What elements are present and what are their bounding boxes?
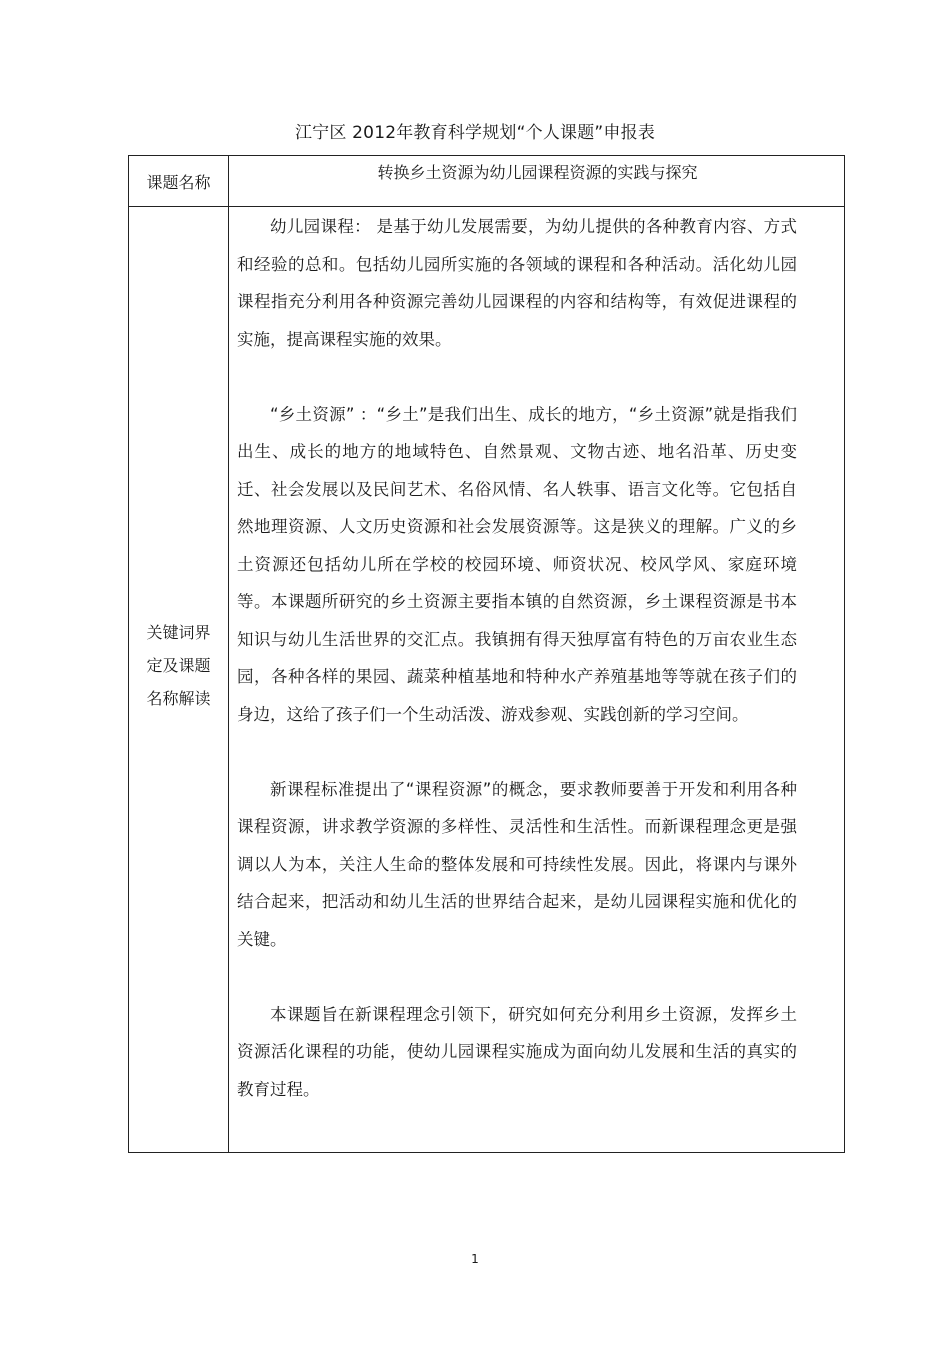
definition-label <box>129 616 228 715</box>
topic-label: 课题名称 <box>146 173 211 192</box>
paragraph-curriculum-standard: 新课程标准提出了“课程资源”的概念，要求教师要善于开发和利用各种课程资源，讲求教学资源的多样性、灵活性和生活性。而新课程理念更是强调以人为本，关注人生命的整体发展和可持续性发展。因此，将课内与课外结合起来，把活动和幼儿生活的世界结合起来，是幼儿园课程实施和优化的关键。 <box>237 779 797 949</box>
definition-content <box>237 208 797 1108</box>
definition-label-line: 名称解读 <box>146 689 211 708</box>
topic-value: 转换乡土资源为幼儿园课程资源的实践与探究 <box>377 163 698 182</box>
document-title: 江宁区 2012年教育科学规划“个人课题”申报表 <box>294 123 656 143</box>
paragraph-kindergarten-curriculum: 幼儿园课程： 是基于幼儿发展需要，为幼儿提供的各种教育内容、方式和经验的总和。包括幼儿园所实施的各领域的课程和各种活动。活化幼儿园课程指充分利用各种资源完善幼儿园课程的内容和结构等，有效促进课程的实施，提高课程实施的效果。 <box>237 217 797 349</box>
page-number: 1 <box>471 1252 479 1266</box>
paragraph-research-aim: 本课题旨在新课程理念引领下，研究如何充分利用乡土资源，发挥乡土资源活化课程的功能，使幼儿园课程实施成为面向幼儿发展和生活的真实的教育过程。 <box>237 1004 797 1099</box>
paragraph-local-resources: “乡土资源” ：“乡土”是我们出生、成长的地方，“乡土资源”就是指我们出生、成长的地方的地域特色、自然景观、文物古迹、地名沿革、历史变迁、社会发展以及民间艺术、名俗风情、名人轶事、语言文化等。它包括自然地理资源、人文历史资源和社会发展资源等。这是狭义的理解。广义的乡土资源还包括幼儿所在学校的校园环境、师资状况、校风学风、家庭环境等。本课题所研究的乡土资源主要指本镇的自然资源，乡土课程资源是书本知识与幼儿生活世界的交汇点。我镇拥有得天独厚富有特色的万亩农业生态园，各种各样的果园、蔬菜种植基地和特种水产养殖基地等等就在孩子们的身边，这给了孩子们一个生动活泼、游戏参观、实践创新的学习空间。 <box>237 404 797 724</box>
column-divider <box>228 156 229 1152</box>
definition-label-line: 关键词界 <box>146 623 211 642</box>
application-form-table <box>128 155 845 1153</box>
topic-row <box>129 156 844 207</box>
definition-label-line: 定及课题 <box>146 656 211 675</box>
